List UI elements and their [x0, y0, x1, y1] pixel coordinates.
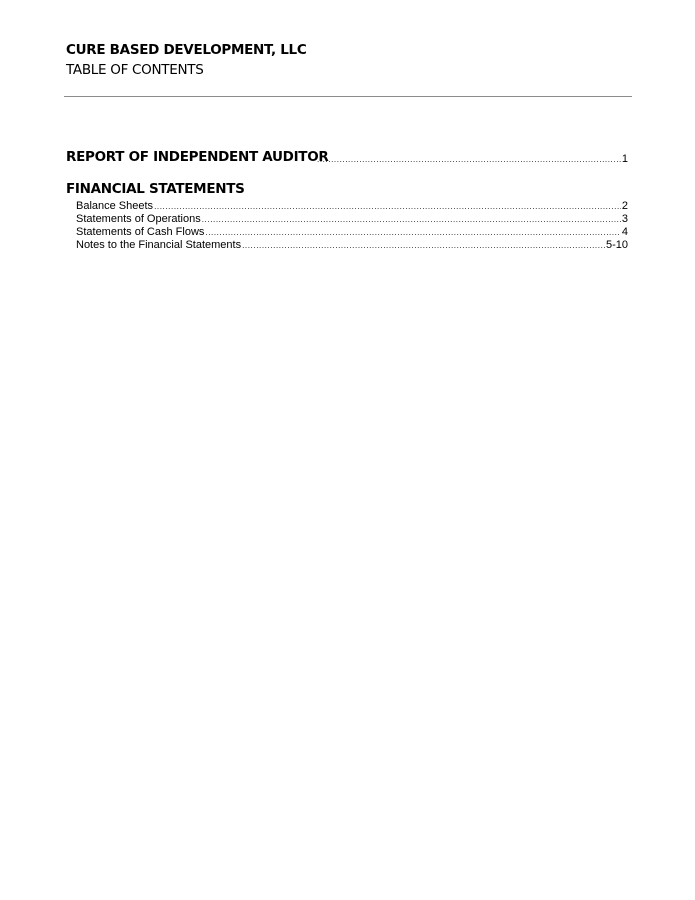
toc-heading-auditor-report: REPORT OF INDEPENDENT AUDITOR	[66, 149, 329, 165]
company-name: CURE BASED DEVELOPMENT, LLC	[66, 42, 307, 58]
document-title: TABLE OF CONTENTS	[66, 62, 204, 78]
toc-entry-auditor-report	[316, 153, 628, 166]
toc-heading-financial-statements: FINANCIAL STATEMENTS	[66, 181, 245, 197]
toc-entry-label: Balance Sheets	[76, 200, 154, 212]
toc-entry	[76, 226, 628, 239]
dot-leader	[154, 200, 621, 213]
dot-leader	[202, 213, 621, 226]
toc-entry	[76, 200, 628, 213]
toc-entry-label: Statements of Cash Flows	[76, 226, 205, 238]
toc-page-number: 1	[621, 153, 628, 165]
dot-leader	[205, 226, 620, 239]
toc-page-number: 4	[621, 226, 628, 238]
dot-leader	[242, 239, 605, 252]
toc-page-number: 3	[621, 213, 628, 225]
header-divider	[64, 96, 632, 97]
toc-entry-label: Statements of Operations	[76, 213, 201, 225]
toc-entry	[76, 213, 628, 226]
toc-page-number: 5-10	[605, 239, 628, 251]
toc-entry-label: Notes to the Financial Statements	[76, 239, 242, 251]
toc-entry	[76, 239, 628, 252]
dot-leader	[317, 153, 621, 166]
toc-page-number: 2	[621, 200, 628, 212]
